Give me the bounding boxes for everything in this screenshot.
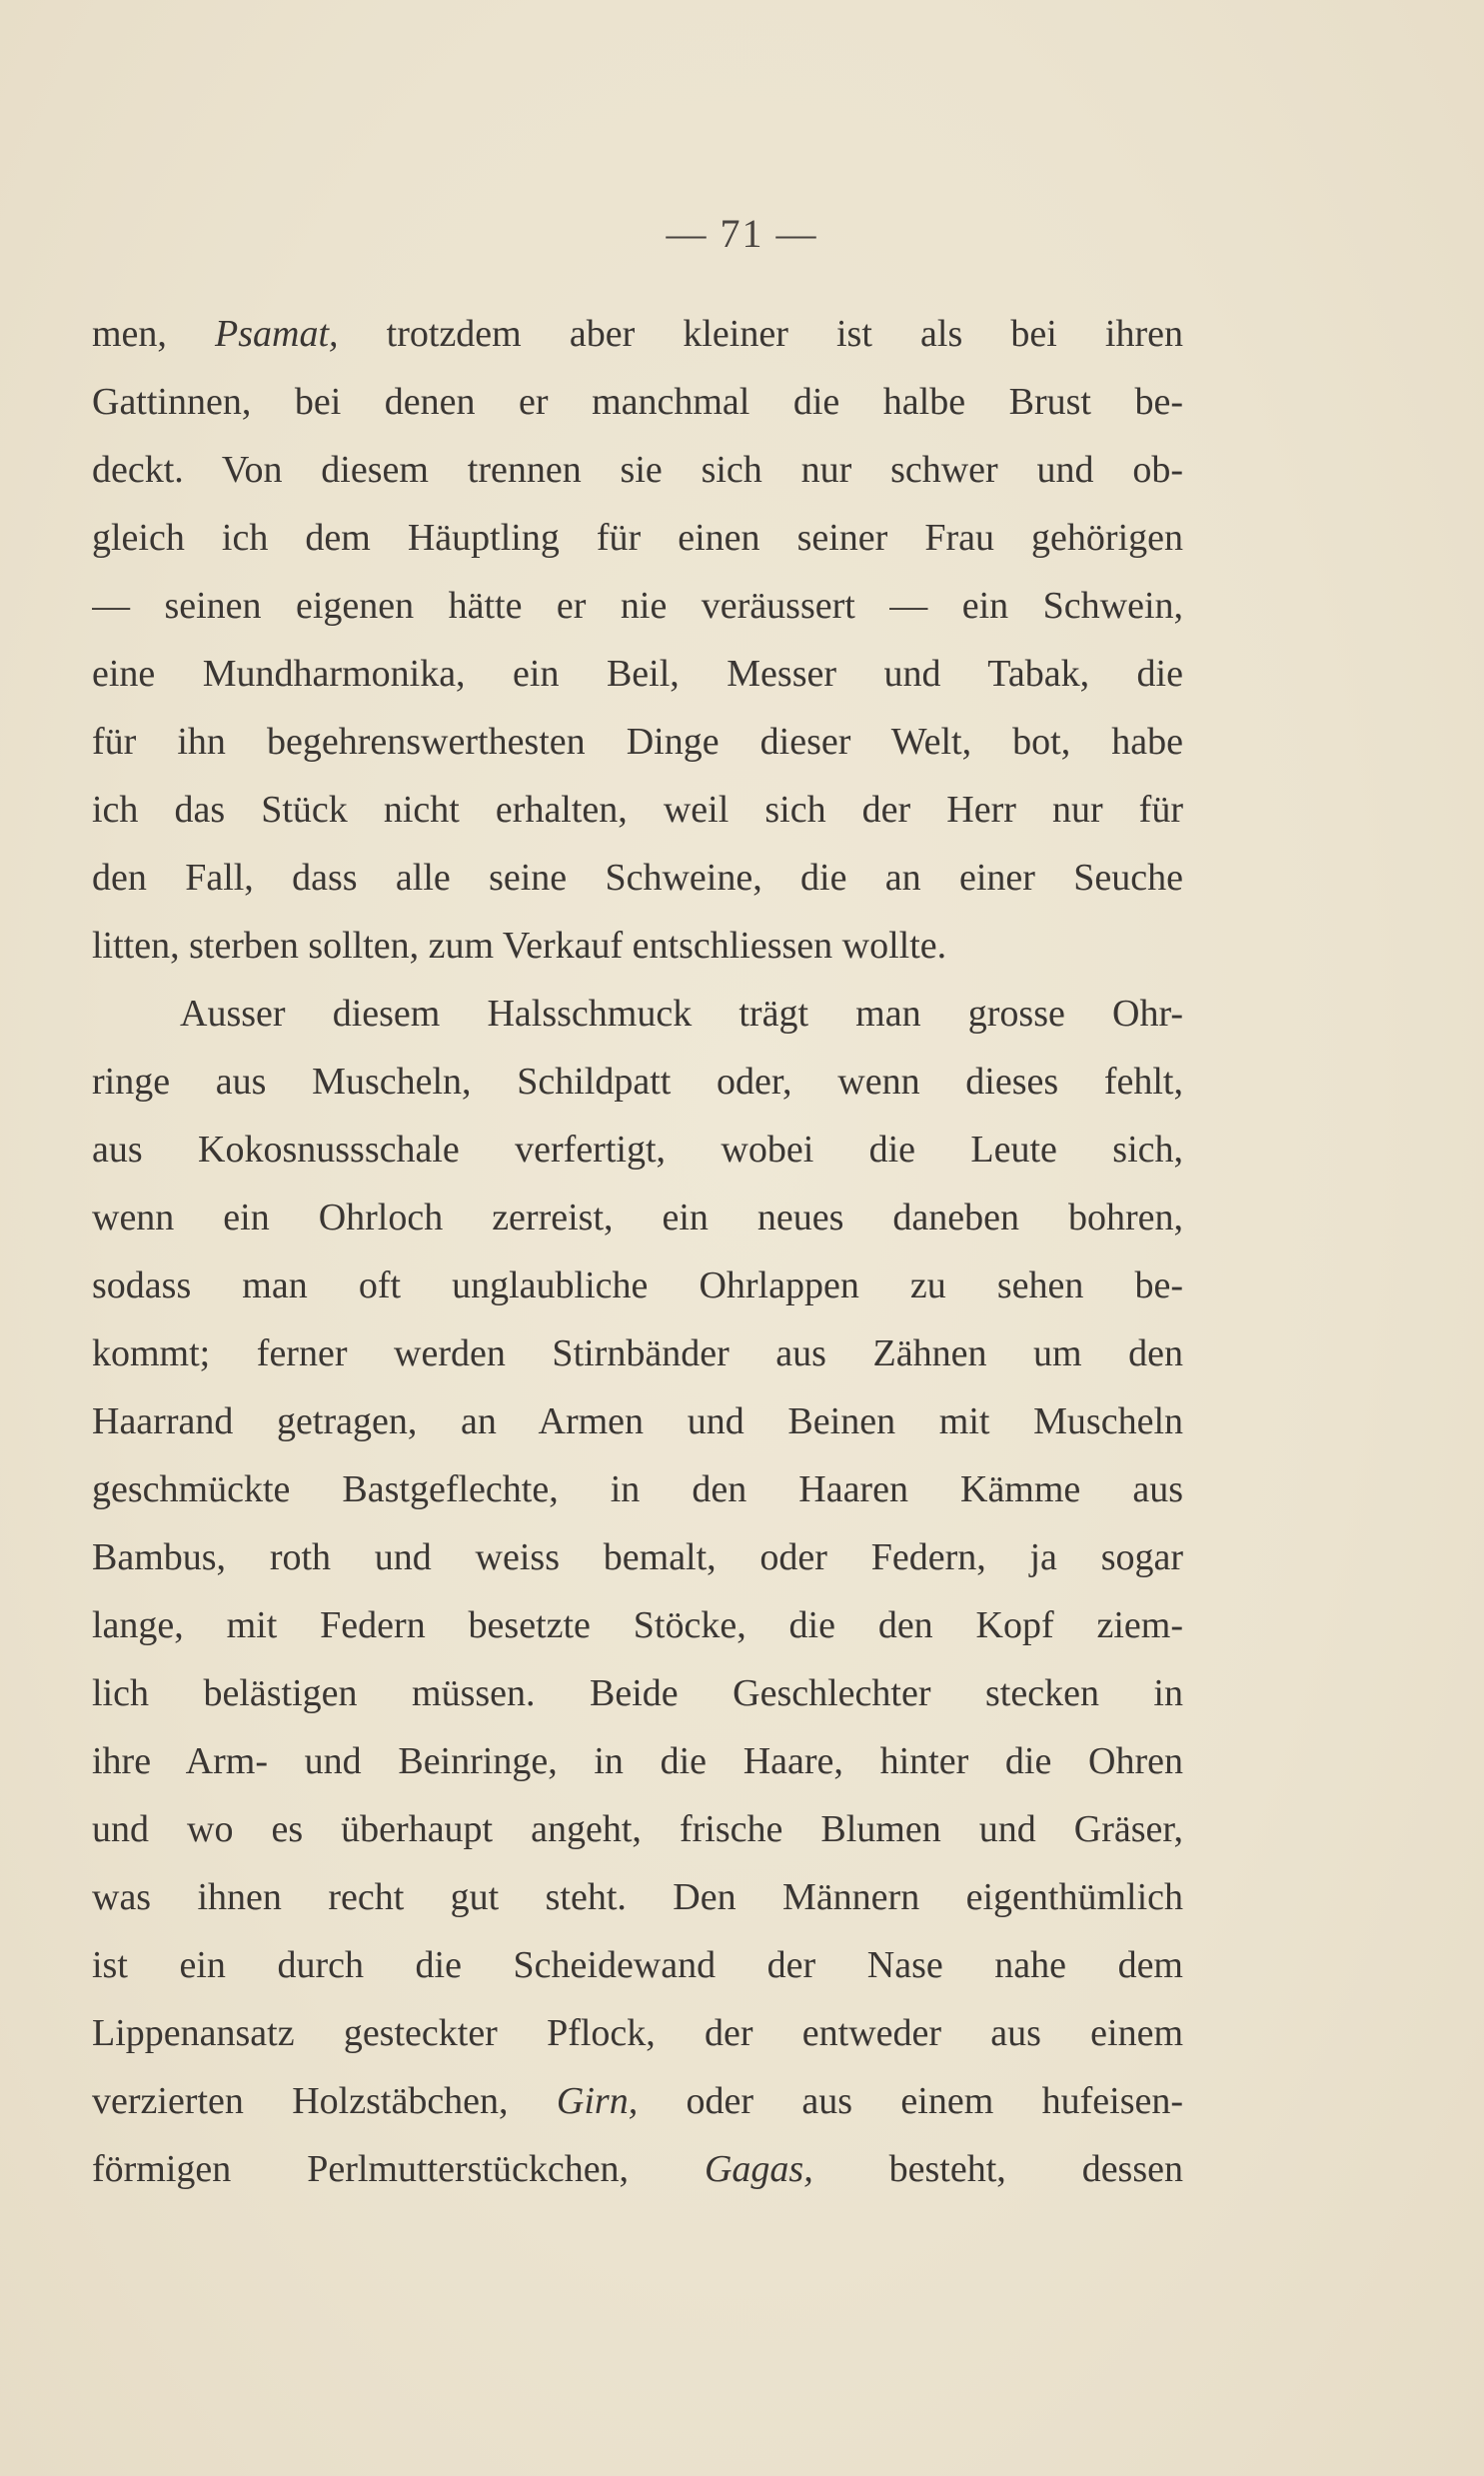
text-segment: lich belästigen müssen. Beide Geschlechter stecken in — [92, 1672, 1183, 1714]
body-text — [92, 300, 1183, 2203]
text-segment: für ihn begehrenswerthesten Dinge dieser Welt, bot, habe — [92, 721, 1183, 763]
italic-term: Psamat, — [215, 313, 339, 355]
text-line — [92, 300, 1183, 368]
text-segment: men, — [92, 313, 216, 355]
text-segment: eine Mundharmonika, ein Beil, Messer und Tabak, die — [92, 653, 1183, 695]
text-segment: trotzdem aber kleiner ist als bei ihren — [338, 313, 1183, 355]
text-line — [92, 1319, 1183, 1387]
text-line — [92, 1931, 1183, 1999]
text-line — [92, 1184, 1183, 1251]
page-number: — 71 — — [666, 211, 818, 256]
text-line — [92, 368, 1183, 436]
text-line — [92, 1863, 1183, 1931]
text-line — [92, 572, 1183, 640]
text-line — [92, 1251, 1183, 1319]
text-line — [92, 1387, 1183, 1455]
text-segment: besteht, dessen — [812, 2148, 1183, 2190]
text-line — [92, 2135, 1183, 2203]
text-segment: ist ein durch die Scheidewand der Nase nahe dem — [92, 1944, 1183, 1986]
text-line — [92, 1116, 1183, 1184]
text-line — [92, 776, 1183, 844]
text-segment: förmigen Perlmutterstückchen, — [92, 2148, 705, 2190]
text-line — [92, 1048, 1183, 1116]
text-segment: aus Kokosnussschale verfertigt, wobei die Leute sich, — [92, 1129, 1183, 1171]
text-segment: verzierten Holzstäbchen, — [92, 2080, 557, 2122]
text-line — [92, 1659, 1183, 1727]
text-segment: ihre Arm- und Beinringe, in die Haare, hinter die Ohren — [92, 1740, 1183, 1782]
text-segment: was ihnen recht gut steht. Den Männern eigenthümlich — [92, 1876, 1183, 1918]
text-line — [92, 436, 1183, 504]
text-line — [92, 980, 1183, 1048]
text-line — [92, 2067, 1183, 2135]
text-segment: sodass man oft unglaubliche Ohrlappen zu sehen be- — [92, 1264, 1183, 1306]
text-segment: kommt; ferner werden Stirnbänder aus Zähnen um den — [92, 1332, 1183, 1374]
text-segment: oder aus einem hufeisen- — [638, 2080, 1183, 2122]
text-segment: wenn ein Ohrloch zerreist, ein neues daneben bohren, — [92, 1197, 1183, 1238]
text-line — [92, 1455, 1183, 1523]
text-segment: ich das Stück nicht erhalten, weil sich der Herr nur für — [92, 789, 1183, 831]
text-line — [92, 708, 1183, 776]
italic-term: Gagas, — [704, 2148, 813, 2190]
text-line — [92, 1591, 1183, 1659]
text-segment: Haarrand getragen, an Armen und Beinen mit Muscheln — [92, 1400, 1183, 1442]
text-line — [92, 1999, 1183, 2067]
italic-term: Girn, — [556, 2080, 639, 2122]
text-segment: ringe aus Muscheln, Schildpatt oder, wenn dieses fehlt, — [92, 1061, 1183, 1103]
text-line — [92, 912, 1183, 980]
text-segment: lange, mit Federn besetzte Stöcke, die den Kopf ziem- — [92, 1604, 1183, 1646]
text-segment: Lippenansatz gesteckter Pflock, der entweder aus einem — [92, 2012, 1183, 2054]
text-line — [92, 640, 1183, 708]
text-line — [92, 504, 1183, 572]
text-line — [92, 1523, 1183, 1591]
text-line — [92, 844, 1183, 912]
text-line — [92, 1795, 1183, 1863]
text-segment: Bambus, roth und weiss bemalt, oder Federn, ja sogar — [92, 1536, 1183, 1578]
text-segment: geschmückte Bastgeflechte, in den Haaren Kämme aus — [92, 1468, 1183, 1510]
text-segment: Ausser diesem Halsschmuck trägt man grosse Ohr- — [180, 993, 1183, 1035]
text-segment: gleich ich dem Häuptling für einen seiner Frau gehörigen — [92, 517, 1183, 559]
text-segment: Gattinnen, bei denen er manchmal die halbe Brust be- — [92, 381, 1183, 423]
text-line — [92, 1727, 1183, 1795]
text-segment: den Fall, dass alle seine Schweine, die an einer Seuche — [92, 857, 1183, 899]
text-segment: — seinen eigenen hätte er nie veräussert — ein Schwein, — [92, 585, 1183, 627]
text-segment: und wo es überhaupt angeht, frische Blumen und Gräser, — [92, 1808, 1183, 1850]
text-segment: deckt. Von diesem trennen sie sich nur schwer und ob- — [92, 449, 1183, 491]
text-segment: litten, sterben sollten, zum Verkauf entschliessen wollte. — [92, 925, 947, 967]
